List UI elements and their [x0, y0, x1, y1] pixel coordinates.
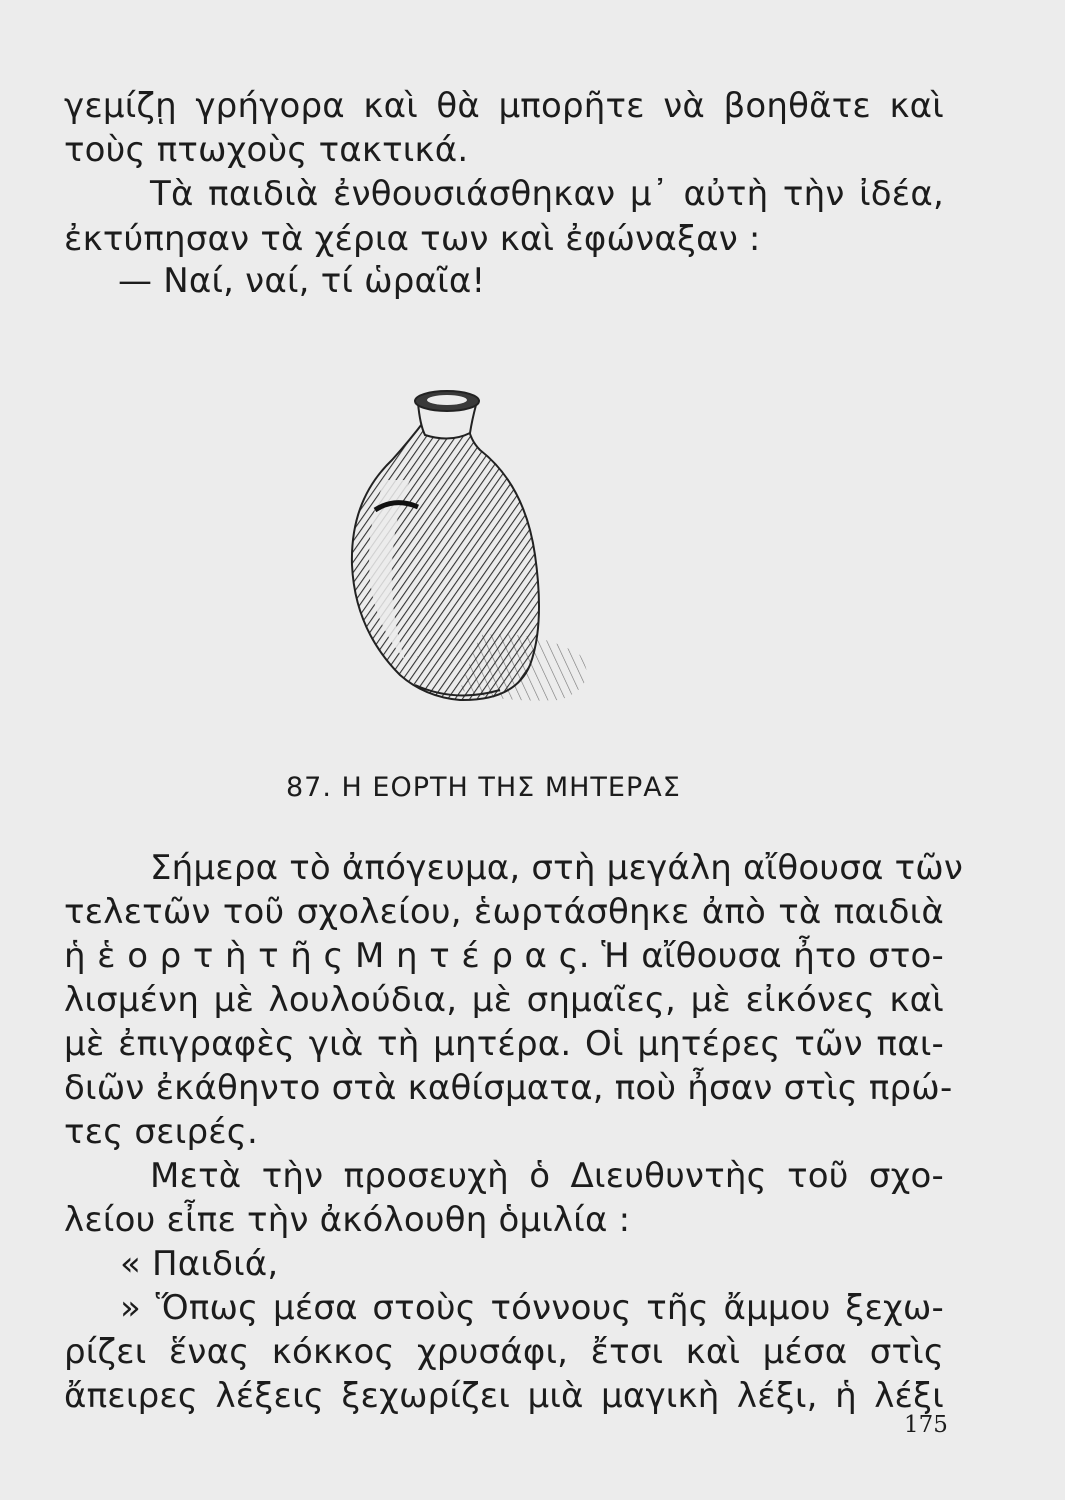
text-line: λισμένη μὲ λουλούδια, μὲ σημαῖες, μὲ εἰκόνες καὶ [64, 980, 944, 1020]
text-line: Μετὰ τὴν προσευχὴ ὁ Διευθυντὴς τοῦ σχο- [150, 1156, 944, 1196]
text-line: ρίζει ἕνας κόκκος χρυσάφι, ἔτσι καὶ μέσα στὶς [64, 1332, 944, 1372]
text-line: ἡ ἑ ο ρ τ ὴ τ ῆ ς Μ η τ έ ρ α ς. Ἡ αἴθουσα ἦτο στο- [64, 936, 944, 976]
text-line: » Ὅπως μέσα στοὺς τόννους τῆς ἄμμου ξεχω- [120, 1288, 944, 1328]
chapter-heading: 87. Η ΕΟΡΤΗ ΤΗΣ ΜΗΤΕΡΑΣ [286, 772, 681, 803]
text-line: ἐκτύπησαν τὰ χέρια των καὶ ἐφώναξαν : [64, 219, 761, 259]
text-line: τοὺς πτωχοὺς τακτικά. [64, 130, 469, 170]
text-line: λείου εἶπε τὴν ἀκόλουθη ὁμιλία : [64, 1200, 631, 1240]
text-line: γεμίζῃ γρήγορα καὶ θὰ μπορῆτε νὰ βοηθᾶτε καὶ [64, 86, 944, 126]
text-line: διῶν ἐκάθηντο στὰ καθίσματα, ποὺ ἦσαν στὶς πρώ- [64, 1068, 953, 1108]
text-line: τες σειρές. [64, 1112, 258, 1152]
text-line: Σήμερα τὸ ἀπόγευμα, στὴ μεγάλη αἴθουσα τῶν [150, 848, 964, 888]
page-number: 175 [904, 1412, 948, 1438]
clay-jar-illustration-icon [330, 385, 620, 715]
text-line: Τὰ παιδιὰ ἐνθουσιάσθηκαν μ᾿ αὐτὴ τὴν ἰδέα, [150, 174, 944, 214]
text-line: — Ναί, ναί, τί ὡραῖα! [118, 261, 486, 301]
text-line: τελετῶν τοῦ σχολείου, ἑωρτάσθηκε ἀπὸ τὰ παιδιὰ [64, 892, 944, 932]
text-line: μὲ ἐπιγραφὲς γιὰ τὴ μητέρα. Οἱ μητέρες τῶν παι- [64, 1024, 944, 1064]
text-line: « Παιδιά, [120, 1244, 279, 1284]
text-line: ἄπειρες λέξεις ξεχωρίζει μιὰ μαγικὴ λέξι, ἡ λέξι [64, 1376, 944, 1416]
